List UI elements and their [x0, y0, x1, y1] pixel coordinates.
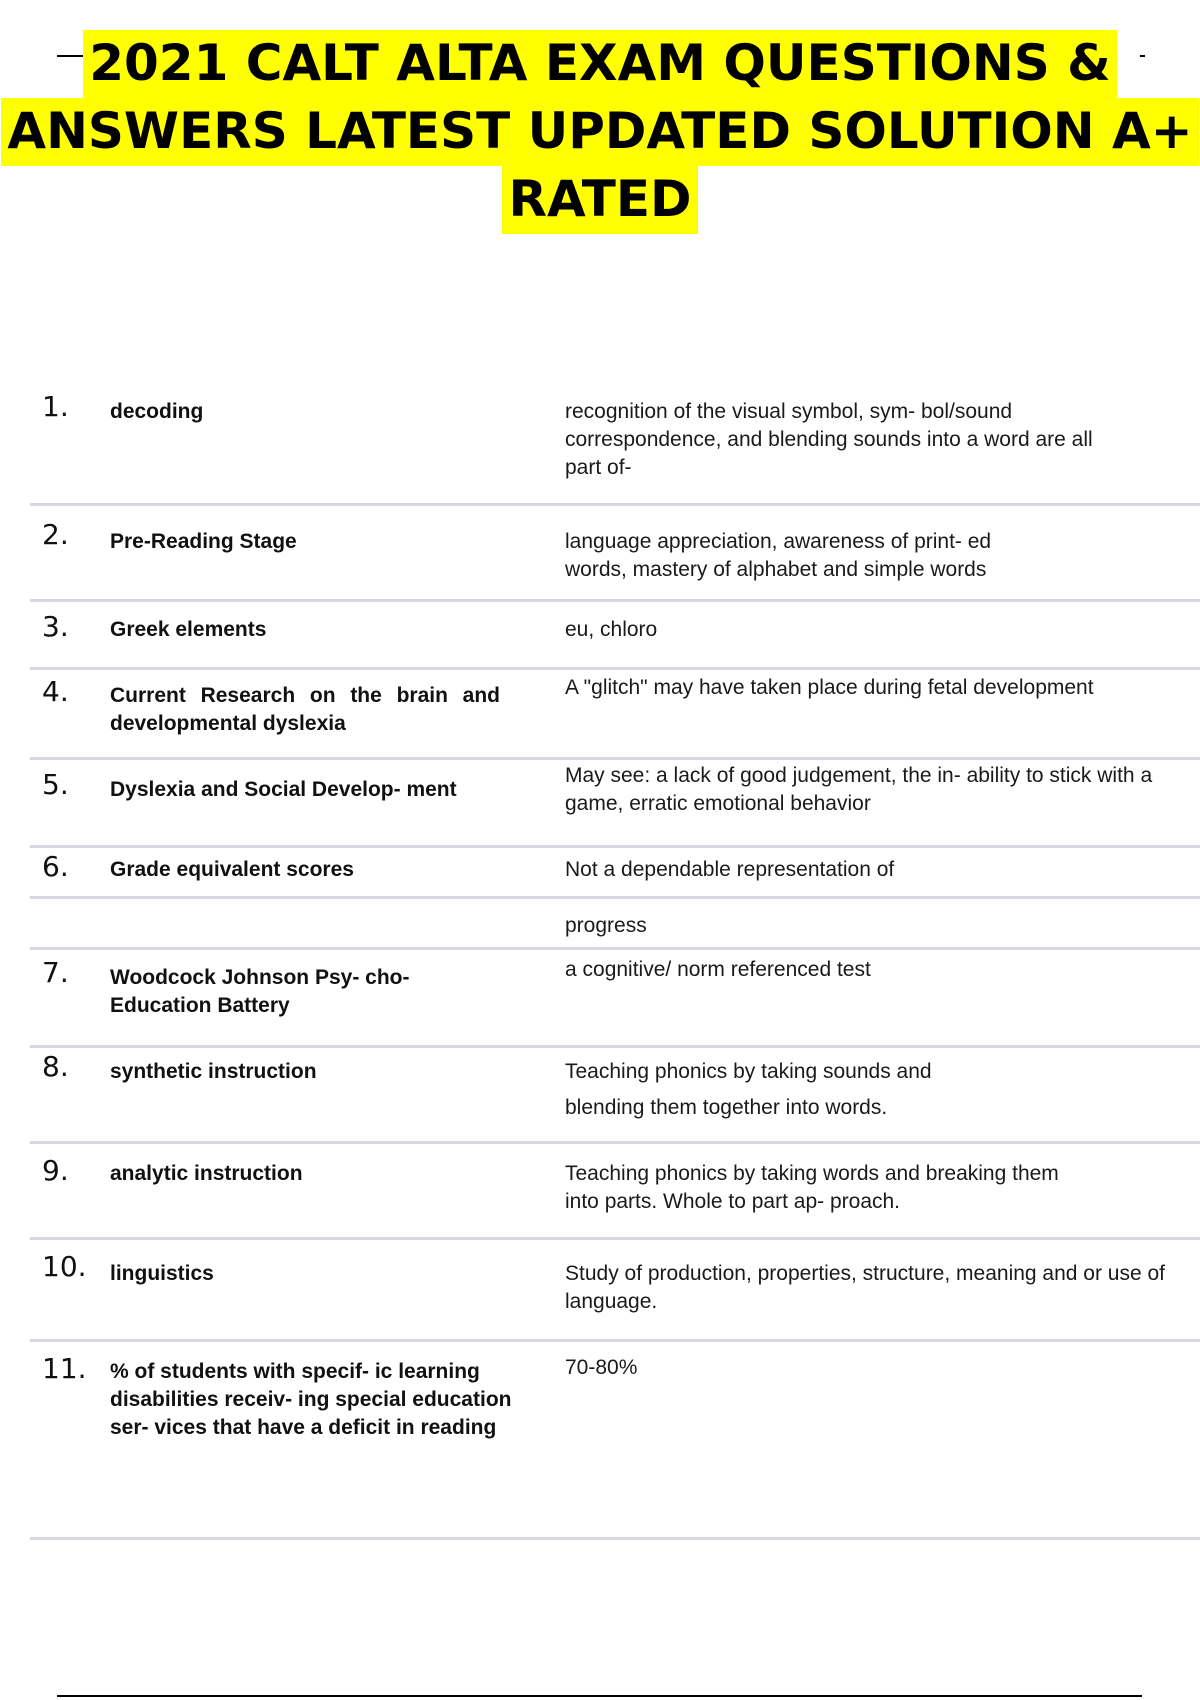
item-term: Grade equivalent scores: [110, 858, 354, 881]
item-definition: Teaching phonics by taking sounds and: [565, 1060, 932, 1083]
qa-row-2: [30, 506, 1200, 602]
item-number: 4.: [42, 675, 69, 708]
title-line-2: ANSWERS LATEST UPDATED SOLUTION A+: [1, 98, 1198, 166]
item-term: linguistics: [110, 1262, 214, 1285]
qa-row-1: [30, 378, 1200, 506]
qa-row-10: [30, 1240, 1200, 1342]
item-number: 6.: [42, 850, 69, 883]
qa-row-6: [30, 848, 1200, 950]
qa-row-9: [30, 1144, 1200, 1240]
item-term: Woodcock Johnson Psy- cho-Education Battery: [110, 966, 410, 1017]
item-definition: a cognitive/ norm referenced test: [565, 958, 871, 981]
qa-table: [30, 378, 1200, 1540]
item-term: Greek elements: [110, 618, 267, 641]
item-definition-continued: blending them together into words.: [565, 1096, 888, 1119]
item-number: 5.: [42, 768, 69, 801]
document-title: [0, 30, 1200, 234]
qa-row-8: [30, 1048, 1200, 1144]
item-number: 10.: [42, 1250, 87, 1283]
item-definition: 70-80%: [565, 1356, 638, 1379]
title-line-1: 2021 CALT ALTA EXAM QUESTIONS &: [83, 30, 1117, 98]
item-term: Dyslexia and Social Develop- ment: [110, 778, 457, 801]
item-definition: recognition of the visual symbol, sym- bol/sound correspondence, and blending sounds into a word are all part of-: [565, 400, 1093, 479]
item-number: 8.: [42, 1050, 69, 1083]
item-definition: May see: a lack of good judgement, the in- ability to stick with a game, erratic emotional behavior: [565, 764, 1153, 815]
item-definition: Study of production, properties, structure, meaning and or use of language.: [565, 1262, 1166, 1313]
item-term: % of students with specif- ic learning disabilities receiv- ing special education ser- vices that have a deficit in reading: [110, 1360, 512, 1439]
bottom-rule: [57, 1695, 1142, 1697]
item-number: 7.: [42, 956, 69, 989]
item-definition-continued: progress: [565, 914, 647, 937]
item-definition: language appreciation, awareness of print- ed words, mastery of alphabet and simple words: [565, 530, 992, 581]
item-number: 9.: [42, 1154, 69, 1187]
title-line-3: RATED: [502, 166, 697, 234]
item-number: 2.: [42, 518, 69, 551]
item-term: synthetic instruction: [110, 1060, 317, 1083]
item-term: Pre-Reading Stage: [110, 530, 297, 553]
item-definition: Teaching phonics by taking words and breaking them into parts. Whole to part ap- proach.: [565, 1162, 1059, 1213]
item-number: 11.: [42, 1352, 87, 1385]
item-term: decoding: [110, 400, 204, 423]
item-definition: eu, chloro: [565, 618, 658, 641]
item-definition: A "glitch" may have taken place during fetal development: [565, 676, 1094, 699]
item-definition: Not a dependable representation of: [565, 858, 895, 881]
qa-row-4: [30, 670, 1200, 760]
qa-row-11: [30, 1342, 1200, 1540]
item-term: Current Research on the brain and developmental dyslexia: [110, 684, 500, 735]
qa-row-3: [30, 602, 1200, 670]
item-number: 3.: [42, 610, 69, 643]
item-number: 1.: [42, 390, 69, 423]
qa-row-7: [30, 950, 1200, 1048]
item-term: analytic instruction: [110, 1162, 303, 1185]
qa-row-5: [30, 760, 1200, 848]
row-divider: [30, 896, 1200, 899]
